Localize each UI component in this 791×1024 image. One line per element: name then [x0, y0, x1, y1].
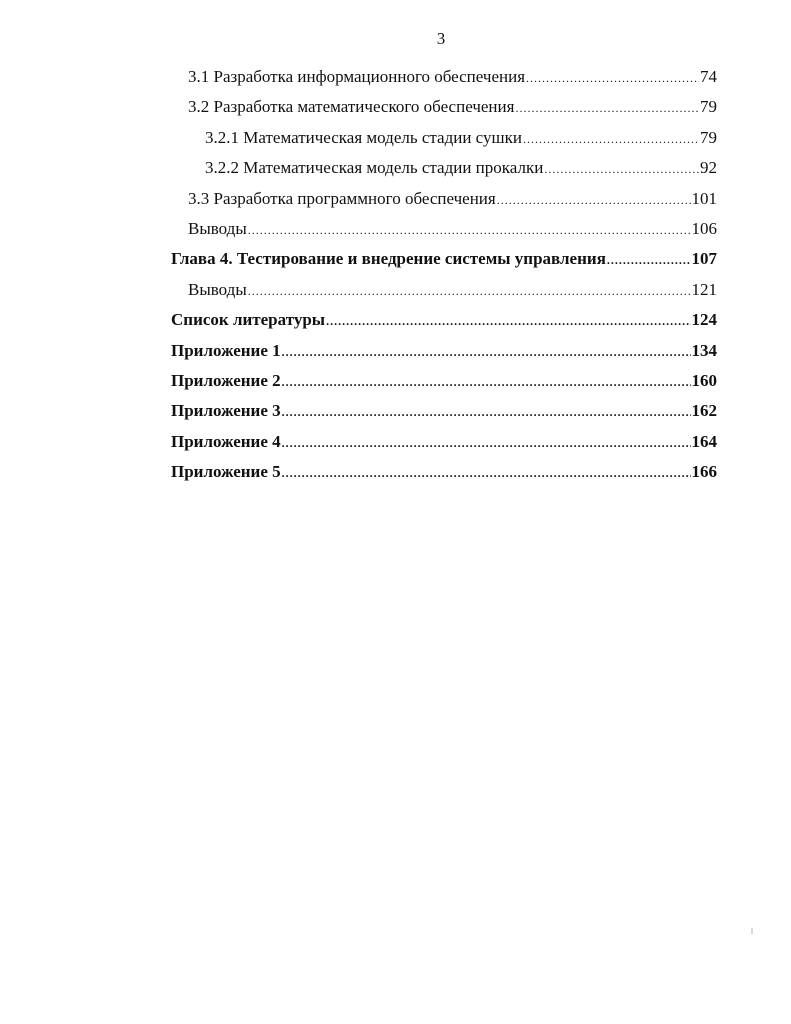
toc-entry-page: 164: [691, 431, 717, 451]
toc-entry: [171, 127, 717, 157]
toc-entry-page: 107: [691, 249, 717, 269]
toc-entry-page: 160: [691, 370, 717, 390]
toc-entry-page: 162: [691, 401, 717, 421]
table-of-contents: [171, 66, 717, 491]
toc-entry-page: 106: [691, 218, 717, 238]
toc-entry-page: 121: [691, 279, 717, 299]
toc-entry-title: Приложение 5: [171, 462, 281, 482]
toc-entry: [171, 157, 717, 187]
toc-entry-page: 74: [700, 67, 717, 86]
toc-leader-dots: [497, 189, 691, 211]
toc-entry-title: Приложение 2: [171, 370, 281, 390]
toc-leader-dots: [282, 341, 691, 363]
toc-entry-title: 3.2 Разработка математического обеспечения: [188, 97, 515, 117]
toc-entry-title: Выводы: [188, 218, 247, 238]
toc-entry: [171, 66, 717, 96]
toc-entry-title: Выводы: [188, 279, 247, 299]
toc-chapter-entry: [171, 400, 717, 430]
toc-entry-title: Глава 4. Тестирование и внедрение системы управления: [171, 249, 606, 269]
toc-leader-dots: [523, 128, 699, 150]
toc-entry: [171, 188, 717, 218]
toc-entry-page: 101: [691, 188, 717, 208]
toc-entry-title: 3.2.1 Математическая модель стадии сушки: [205, 127, 522, 147]
toc-leader-dots: [526, 67, 699, 89]
toc-leader-dots: [544, 158, 699, 180]
page-number: 3: [436, 29, 446, 48]
toc-leader-dots: [248, 219, 691, 241]
toc-entry-page: 134: [691, 340, 717, 360]
toc-entry-title: 3.3 Разработка программного обеспечения: [188, 188, 496, 208]
toc-entry-page: 166: [691, 462, 717, 482]
toc-chapter-entry: [171, 461, 717, 491]
toc-leader-dots: [282, 462, 691, 484]
toc-leader-dots: [607, 249, 691, 271]
toc-entry: [171, 96, 717, 126]
toc-leader-dots: [282, 432, 691, 454]
toc-entry-title: Список литературы: [171, 310, 326, 330]
toc-chapter-entry: [171, 309, 717, 339]
toc-entry-title: 3.2.2 Математическая модель стадии прокалки: [205, 158, 544, 178]
toc-entry: [171, 279, 717, 309]
toc-chapter-entry: [171, 248, 717, 278]
toc-entry-title: Приложение 1: [171, 340, 281, 360]
toc-leader-dots: [282, 371, 691, 393]
toc-entry: [171, 218, 717, 248]
toc-entry-page: 92: [700, 158, 717, 178]
toc-leader-dots: [282, 401, 691, 423]
toc-chapter-entry: [171, 431, 717, 461]
toc-entry-page: 79: [700, 97, 717, 117]
scan-speck: [751, 928, 753, 934]
toc-leader-dots: [515, 97, 699, 119]
toc-chapter-entry: [171, 340, 717, 370]
toc-entry-page: 124: [691, 310, 717, 330]
toc-entry-title: Приложение 4: [171, 431, 281, 451]
toc-leader-dots: [326, 310, 690, 332]
toc-entry-title: Приложение 3: [171, 401, 281, 421]
toc-entry-page: 79: [700, 127, 717, 147]
toc-entry-title: 3.1 Разработка информационного обеспечения: [188, 67, 526, 86]
toc-leader-dots: [248, 280, 691, 302]
toc-chapter-entry: [171, 370, 717, 400]
